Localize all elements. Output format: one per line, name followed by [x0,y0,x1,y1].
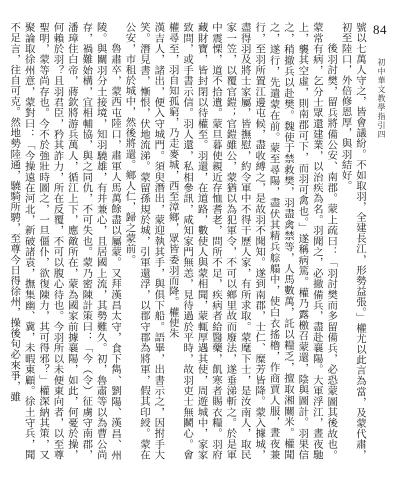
page-number: 84 [373,22,387,37]
paragraph: 漢吉人，諸出，便入守城門。須臾潛出，蒙迎執其手，與俱下船。語畢，出書示之，因拊手大笑。潛見書，慚恨，伏地流涕。蒙留孫規於城，引軍還浮，以郡守郡為將軍，假其印綬。蒙在公安，市租於城中，然後將還。鄉人仁，歸之蒙前。 [123,22,165,460]
paragraph: 號以七萬人守之，皆會議紛。不如取羽，全建長江，形勢益張。」權尤以此言為當，及蒙代肅，初至陸口，外倍修恩厚，與羽結好。 [339,22,366,460]
body-text [8,22,367,460]
paragraph: 魯肅卒，蒙西屯陸口，肅軍人馬萬餘盡以屬蒙。又拜漢昌太守，食下雋、劉陽、漢昌、州陵。與關羽分土接境，知羽驍雄，有并兼心，且居國上流，其勢難久。初，魯肅等以為曹公尚存，禍難始構，宜相輔協，與之同仇，不可失也。蒙乃密陳計策曰：「今（令）征虜守南郡，潘璋住白帝，蔣欽將游兵萬人，循江上下，應敵所在，蒙為國家前據襄陽，如此，何憂於操，何賴於羽？且羽君臣，矜其詐力，所在反覆，不可以腹心待也。今羽所以未便東向者，以至尊聖明，蒙等尚存也。今不於強壯時圖之，一旦僵仆，欲復陳力，其可得邪？」權深納其策，又聚論取徐州意，蒙對曰：「今操遠在河北，新破諸袁，撫集幽、冀，未暇東顧。徐土守兵，聞不足言，往自可克。然地勢陸通，驍騎所騁，至尊今日得徐州，操後旬必來爭，雖 [8,22,122,460]
running-header: 初中華文教學指引四 [377,58,386,139]
paragraph: 後羽討樊，留兵將備公安、南郡。蒙上疏曰：「羽討樊而多留備兵，必恐蒙圖其後故也。蒙常有病，乞分士眾還建業，以治疾為名。羽聞之，必撤備兵，盡赴襄陽。大軍浮江，晝夜馳上，襲其空虛，則南郡可下，而羽可禽也。」遂稱病篤。權乃露檄召蒙還，陰與圖計。羽果信之，稍撤兵以赴樊。魏使于禁救樊，羽盡禽禁等，人馬數萬，託以糧乏，擅取湘關米。權聞之，遂行，先遣蒙在前。蒙至尋陽，盡伏其精兵䑸䑽中，使白衣搖櫓，作商賈人服，晝夜兼行，至羽所置江邊屯候，盡收縛之，是故羽不聞知。遂到南郡，士仁、糜芳皆降。蒙入據城，盡得羽及將士家屬，皆撫慰，約令軍中不得干歷人家，有所求取。蒙麾下士，是汝南人，取民家一笠，以覆官鎧；官鎧雖公，蒙猶以為犯軍令，不可以鄉里故而廢法，遂垂涕斬之。於是軍中震慄，道不拾遺。蒙旦暮使親近存恤耆老，問所不足，疾病者給醫藥，飢寒者賜衣糧。羽府藏財寶，皆封閉以待權至。羽還，在道路，數使人與蒙相聞，蒙輒厚遇其使，周遊城中，家家致問，或手書示信。羽人還，私相參訊，咸知家門無恙，見待過於平時，故羽吏士無鬭心。會權尋至，羽自知孤窮，乃走麥城，西至漳鄉，眾皆委羽而降。權使朱 [166,22,338,460]
